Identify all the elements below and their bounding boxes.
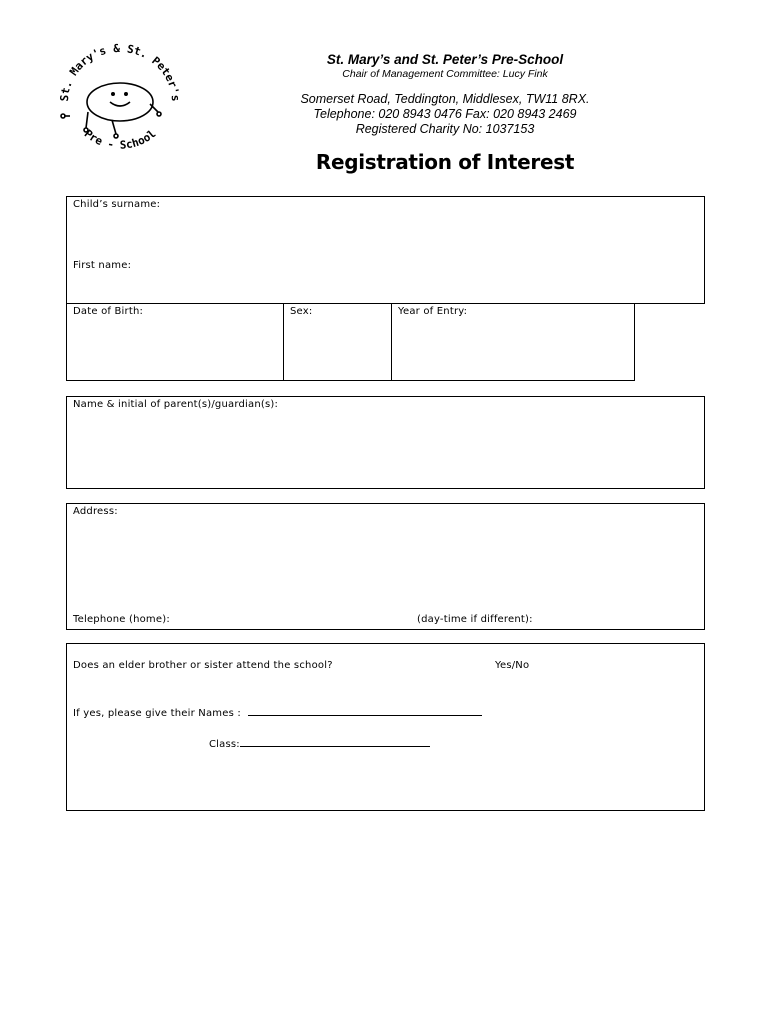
telephone-home-label: Telephone (home):	[73, 614, 170, 625]
class-label: Class:	[209, 739, 240, 750]
address-label: Address:	[73, 506, 118, 517]
sibling-names-label: If yes, please give their Names :	[73, 708, 241, 719]
sex-label: Sex:	[290, 306, 313, 317]
smiley-icon	[61, 83, 161, 138]
chair-line: Chair of Management Committee: Lucy Fink	[342, 68, 548, 80]
dob-label: Date of Birth:	[73, 306, 144, 317]
school-telephone: Telephone: 020 8943 0476 Fax: 020 8943 2469	[313, 107, 577, 121]
first-name-label: First name:	[73, 260, 132, 271]
sibling-names-row	[73, 706, 482, 719]
sibling-names-line[interactable]	[248, 706, 482, 716]
logo-bottom-text: Pre - School	[81, 127, 159, 152]
address-box[interactable]	[66, 503, 705, 630]
school-logo	[50, 40, 190, 170]
school-name: St. Mary’s and St. Peter’s Pre-School	[326, 52, 564, 67]
charity-number: Registered Charity No: 1037153	[355, 122, 535, 136]
logo-top-text: St. Mary's & St. Peter's	[57, 41, 183, 102]
school-address: Somerset Road, Teddington, Middlesex, TW11 8RX.	[300, 92, 590, 106]
class-row	[209, 737, 430, 750]
child-name-box[interactable]	[66, 196, 705, 304]
form-title: Registration of Interest	[315, 150, 575, 174]
yes-no-option[interactable]: Yes/No	[495, 660, 530, 671]
year-of-entry-label: Year of Entry:	[398, 306, 468, 317]
surname-label: Child’s surname:	[73, 199, 161, 210]
parents-label: Name & initial of parent(s)/guardian(s):	[73, 399, 279, 410]
sibling-question-label: Does an elder brother or sister attend the school?	[73, 660, 333, 671]
daytime-telephone-label: (day-time if different):	[417, 614, 533, 625]
class-line[interactable]	[240, 737, 430, 747]
